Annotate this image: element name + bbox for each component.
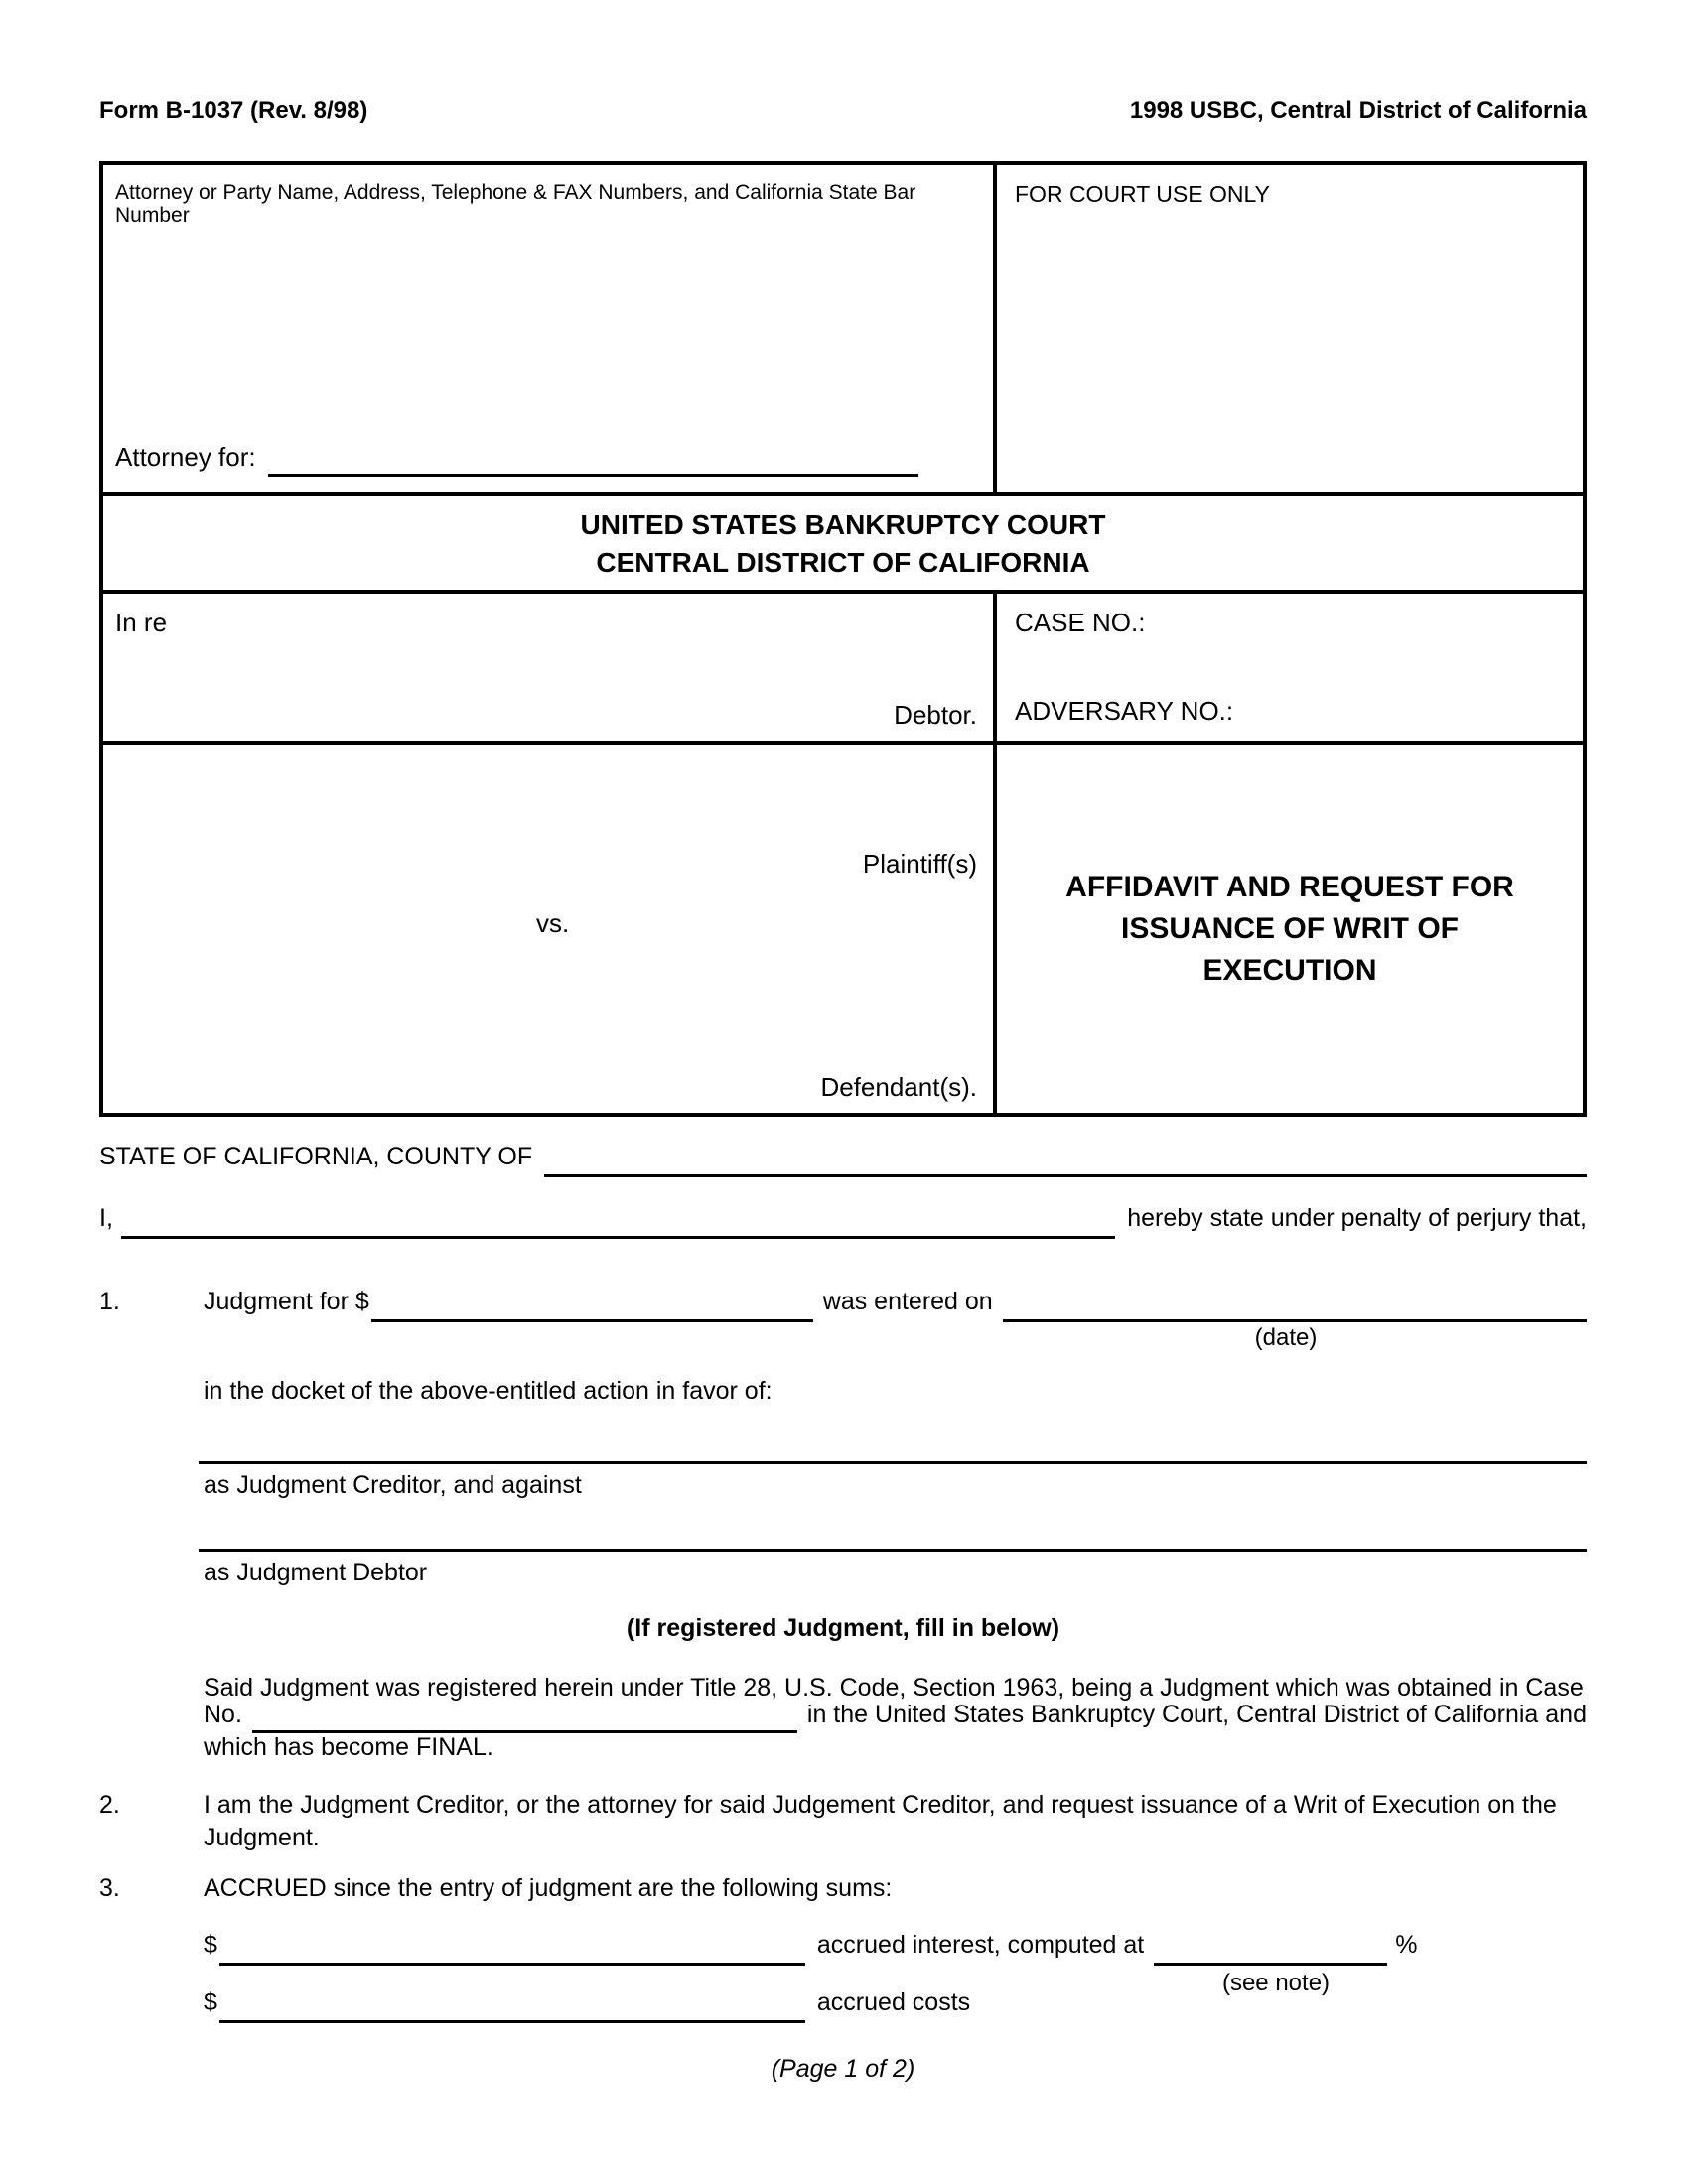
item-3-number: 3. <box>99 1874 120 1902</box>
item-2 <box>99 1789 1587 1854</box>
registered-text-line3: which has become FINAL. <box>204 1733 493 1761</box>
attorney-info-box <box>103 165 997 492</box>
registered-text-line2: in the United States Bankruptcy Court, Central District of California and <box>806 1701 1587 1728</box>
registered-case-line <box>204 1700 1587 1733</box>
declarant-line <box>99 1199 1587 1239</box>
declarant-prefix-label: I, <box>99 1204 113 1232</box>
entered-on-label: was entered on <box>822 1288 993 1315</box>
document-title: AFFIDAVIT AND REQUEST FOR ISSUANCE OF WRIT OF EXECUTION <box>1065 870 1514 987</box>
interest-dollar-sign: $ <box>204 1931 217 1959</box>
costs-amount-blank[interactable] <box>219 1983 805 2023</box>
attorney-info-label: Attorney or Party Name, Address, Telephone & FAX Numbers, and California State Bar Number <box>115 181 916 227</box>
caption-table <box>99 161 1587 1117</box>
court-use-label: FOR COURT USE ONLY <box>1015 181 1270 206</box>
item-3 <box>99 1872 1587 1905</box>
court-use-box <box>997 165 1583 492</box>
attorney-for-line <box>115 439 918 477</box>
registered-no-label: No. <box>204 1701 242 1728</box>
attorney-court-use-row <box>103 165 1583 496</box>
plaintiff-label: Plaintiff(s) <box>862 849 977 879</box>
in-re-box <box>103 594 997 741</box>
item-1-number: 1. <box>99 1288 120 1315</box>
percent-sign: % <box>1395 1931 1418 1959</box>
item-3b-spacer <box>99 2017 204 2023</box>
judgment-entry-line <box>99 1283 1587 1322</box>
interest-rate-blank[interactable] <box>1154 1926 1387 1966</box>
state-county-line <box>99 1138 1587 1177</box>
judgment-date-blank[interactable] <box>1003 1283 1587 1322</box>
declarant-blank[interactable] <box>121 1199 1115 1239</box>
in-re-label: In re <box>115 608 168 637</box>
item-2-text: I am the Judgment Creditor, or the attorney for said Judgement Creditor, and request issuance of a Writ of Execution on the Judgment. <box>204 1791 1557 1851</box>
case-number-box <box>997 594 1583 741</box>
court-district-label: 1998 USBC, Central District of California <box>1129 97 1587 124</box>
judgment-debtor-blank[interactable] <box>199 1549 1587 1552</box>
court-name-line2: CENTRAL DISTRICT OF CALIFORNIA <box>596 547 1090 578</box>
debtor-caption: as Judgment Debtor <box>204 1559 428 1586</box>
court-name-box <box>103 496 1583 594</box>
parties-box <box>103 745 997 1113</box>
costs-dollar-sign: $ <box>204 1988 217 2016</box>
registered-case-blank[interactable] <box>252 1700 797 1733</box>
judgment-for-label: Judgment for $ <box>204 1288 369 1315</box>
case-no-label: CASE NO.: <box>1015 608 1146 637</box>
page-header <box>99 97 1587 125</box>
state-county-label: STATE OF CALIFORNIA, COUNTY OF <box>99 1143 533 1170</box>
document-title-box <box>997 745 1583 1113</box>
judgment-amount-blank[interactable] <box>371 1283 813 1322</box>
see-note-caption: (see note) <box>1221 1970 1331 1996</box>
county-blank[interactable] <box>544 1138 1587 1177</box>
vs-label: vs. <box>536 908 570 938</box>
form-number-label: Form B-1037 (Rev. 8/98) <box>99 97 368 124</box>
attorney-for-label: Attorney for: <box>115 442 256 472</box>
registered-text-line1: Said Judgment was registered herein under Title 28, U.S. Code, Section 1963, being a Judgment which was obtained in Case <box>204 1674 1584 1702</box>
court-name-line1: UNITED STATES BANKRUPTCY COURT <box>580 509 1106 540</box>
costs-label: accrued costs <box>816 1988 971 2016</box>
in-re-case-row <box>103 594 1583 745</box>
date-caption: (date) <box>1254 1324 1318 1351</box>
adversary-no-label: ADVERSARY NO.: <box>1015 696 1234 726</box>
parties-title-row <box>103 745 1583 1113</box>
defendant-label: Defendant(s). <box>820 1072 977 1102</box>
registered-heading: (If registered Judgment, fill in below) <box>626 1614 1060 1642</box>
interest-label: accrued interest, computed at <box>816 1931 1145 1959</box>
accrued-costs-line <box>99 1983 1587 2023</box>
docket-text: in the docket of the above-entitled action in favor of: <box>204 1377 773 1405</box>
item-2-number: 2. <box>99 1791 120 1819</box>
item-3a-spacer <box>99 1960 204 1966</box>
creditor-caption: as Judgment Creditor, and against <box>204 1471 582 1499</box>
interest-amount-blank[interactable] <box>219 1926 805 1966</box>
perjury-text: hereby state under penalty of perjury that, <box>1127 1204 1587 1232</box>
accrued-interest-line <box>99 1926 1587 1966</box>
page-footer: (Page 1 of 2) <box>771 2055 915 2083</box>
attorney-for-blank[interactable] <box>268 445 918 477</box>
debtor-caption-label: Debtor. <box>894 700 977 730</box>
item-3-text: ACCRUED since the entry of judgment are the following sums: <box>204 1874 893 1902</box>
judgment-creditor-blank[interactable] <box>199 1461 1587 1464</box>
